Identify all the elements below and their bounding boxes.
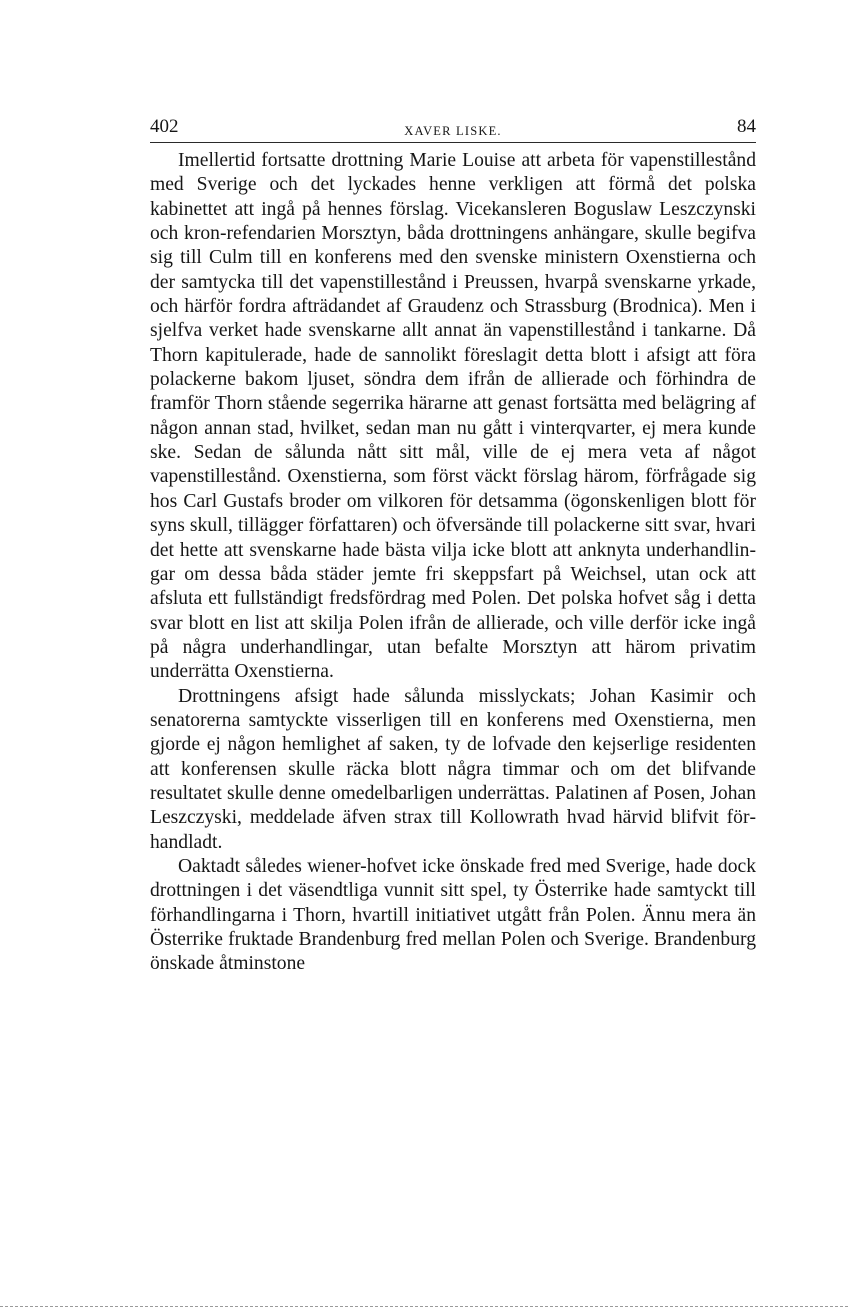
page xyxy=(150,112,756,977)
scan-edge-line xyxy=(0,1306,848,1307)
paragraph-3: Oaktadt således wiener-hofvet icke önskade fred med Sverige, hade dock drottningen i det väsendtliga vunnit sitt spel, ty Österrike hade samtyckt till förhandlingarna i Thorn, hvartill initiativet utgått från Polen. Ännu mera än Österrike fruktade Brandenburg fred mellan Polen och Sverige. Brandenburg önskade åtminstone xyxy=(150,855,756,975)
page-number: 402 xyxy=(150,116,179,137)
paragraph-1: Imellertid fortsatte drottning Marie Louise att arbeta för vapenstillestånd med Sverige och det lyckades henne verkligen att förmå det polska kabinettet att ingå på hennes förslag. Vicekansleren Boguslaw Leszczynski och kron-refendarien Morsztyn, båda drottningens anhängare, skulle begifva sig till Culm till en konferens med den svenske ministern Oxenstierna och der samtycka till det vapenstillestånd i Preussen, hvarpå svenskarne yrkade, och härför fordra afträdandet af Graudenz och Strassburg (Brodnica). Men i sjelfva verket hade svenskarne allt annat än vapenstillestånd i tankarne. Då Thorn kapitulerade, hade de sannolikt föreslagit detta blott i afsigt att föra polackerne bakom ljuset, söndra dem ifrån de allierade och förhindra de framför Thorn stående segerrika härarne att genast fortsätta med belägring af någon annan stad, hvilket, sedan man nu gått i vinterqvarter, ej mera kunde ske. Sedan de sålunda nått sitt mål, ville de ej mera veta af något vapenstillestånd. Oxenstierna, som först väckt förslag härom, förfrågade sig hos Carl Gustafs broder om vilkoren för detsamma (ögonskenligen blott för syns skull, tillägger författaren) och öfversände till polackerne sitt svar, hvari det hette att svenskarne hade bästa vilja icke blott att anknyta underhandlingar om dessa båda städer jemte fri skeppsfart på Weichsel, utan ock att afsluta ett fullständigt fredsfördrag med Polen. Det polska hofvet såg i detta svar blott en list att skilja Polen ifrån de allierade, och ville derför icke ingå på några underhandlingar, utan befalte Morsztyn att härom privatim underrätta Oxenstierna. xyxy=(150,150,756,683)
body-text xyxy=(150,149,756,977)
running-title: XAVER LISKE. xyxy=(404,124,502,138)
paragraph-2: Drottningens afsigt hade sålunda misslyckats; Johan Kasimir och senatorerna samtyckte visserligen till en konferens med Oxenstierna, men gjorde ej någon hemlighet af saken, ty de lofvade den kejserlige residenten att konferensen skulle räcka blott några timmar och om det blifvande resultatet skulle denne omedelbarligen underrättas. Palatinen af Posen, Johan Leszczyski, meddelade äfven strax till Kollowrath hvad härvid blifvit förhandladt. xyxy=(150,685,756,853)
running-header xyxy=(150,112,756,143)
section-number: 84 xyxy=(737,116,756,137)
